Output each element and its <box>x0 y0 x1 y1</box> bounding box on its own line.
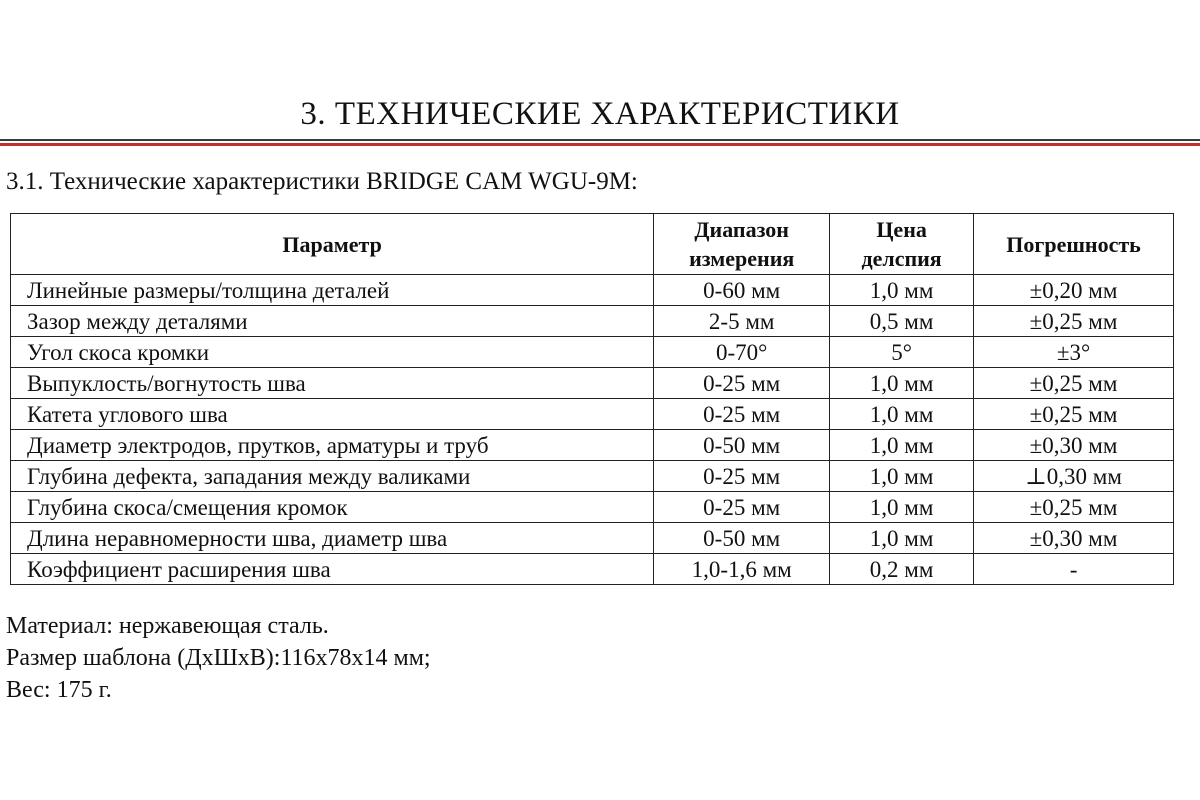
cell-parameter: Глубина дефекта, западания между валиками <box>11 461 654 492</box>
cell-error: ⊥0,30 мм <box>974 461 1174 492</box>
cell-range: 0-60 мм <box>654 275 830 306</box>
cell-parameter: Катета углового шва <box>11 399 654 430</box>
cell-parameter: Выпуклость/вогнутость шва <box>11 368 654 399</box>
cell-division: 0,5 мм <box>830 306 974 337</box>
cell-error: - <box>974 554 1174 585</box>
cell-error: ±0,25 мм <box>974 306 1174 337</box>
cell-error: ±0,25 мм <box>974 399 1174 430</box>
cell-parameter: Длина неравномерности шва, диаметр шва <box>11 523 654 554</box>
page-title: 3. ТЕХНИЧЕСКИЕ ХАРАКТЕРИСТИКИ <box>300 96 900 132</box>
table-row <box>11 430 1174 461</box>
cell-error: ±0,30 мм <box>974 523 1174 554</box>
cell-division: 1,0 мм <box>830 523 974 554</box>
cell-range: 0-25 мм <box>654 399 830 430</box>
cell-error: ±0,25 мм <box>974 368 1174 399</box>
table-row <box>11 554 1174 585</box>
table-row <box>11 275 1174 306</box>
cell-error: ±0,25 мм <box>974 492 1174 523</box>
cell-division: 0,2 мм <box>830 554 974 585</box>
cell-division: 5° <box>830 337 974 368</box>
cell-error: ±3° <box>974 337 1174 368</box>
section-heading: 3.1. Технические характеристики BRIDGE CAM WGU-9M: <box>6 168 638 195</box>
cell-range: 1,0-1,6 мм <box>654 554 830 585</box>
header-parameter: Параметр <box>11 214 654 275</box>
cell-parameter: Диаметр электродов, прутков, арматуры и труб <box>11 430 654 461</box>
table-row <box>11 461 1174 492</box>
note-size: Размер шаблона (ДхШхВ):116х78х14 мм; <box>6 645 431 671</box>
cell-parameter: Зазор между деталями <box>11 306 654 337</box>
specs-table <box>10 213 1174 585</box>
cell-error: ±0,30 мм <box>974 430 1174 461</box>
cell-range: 0-50 мм <box>654 430 830 461</box>
cell-range: 2-5 мм <box>654 306 830 337</box>
cell-division: 1,0 мм <box>830 275 974 306</box>
cell-error: ±0,20 мм <box>974 275 1174 306</box>
cell-range: 0-25 мм <box>654 368 830 399</box>
cell-range: 0-25 мм <box>654 461 830 492</box>
table-row <box>11 523 1174 554</box>
table-row <box>11 306 1174 337</box>
header-division: Цена делспия <box>830 214 974 275</box>
cell-parameter: Глубина скоса/смещения кромок <box>11 492 654 523</box>
cell-division: 1,0 мм <box>830 461 974 492</box>
note-material: Материал: нержавеющая сталь. <box>6 613 329 639</box>
header-error: Погрешность <box>974 214 1174 275</box>
cell-division: 1,0 мм <box>830 399 974 430</box>
table-row <box>11 492 1174 523</box>
cell-division: 1,0 мм <box>830 430 974 461</box>
table-row <box>11 337 1174 368</box>
cell-range: 0-25 мм <box>654 492 830 523</box>
header-range: Диапазон измерения <box>654 214 830 275</box>
cell-parameter: Угол скоса кромки <box>11 337 654 368</box>
cell-division: 1,0 мм <box>830 368 974 399</box>
title-divider-red <box>0 143 1200 146</box>
table-row <box>11 368 1174 399</box>
table-header-row <box>11 214 1174 275</box>
cell-parameter: Коэффициент расширения шва <box>11 554 654 585</box>
note-weight: Вес: 175 г. <box>6 677 112 703</box>
cell-range: 0-70° <box>654 337 830 368</box>
cell-parameter: Линейные размеры/толщина деталей <box>11 275 654 306</box>
cell-division: 1,0 мм <box>830 492 974 523</box>
cell-range: 0-50 мм <box>654 523 830 554</box>
table-row <box>11 399 1174 430</box>
title-divider-dark <box>0 139 1200 141</box>
notes-block <box>6 610 431 706</box>
